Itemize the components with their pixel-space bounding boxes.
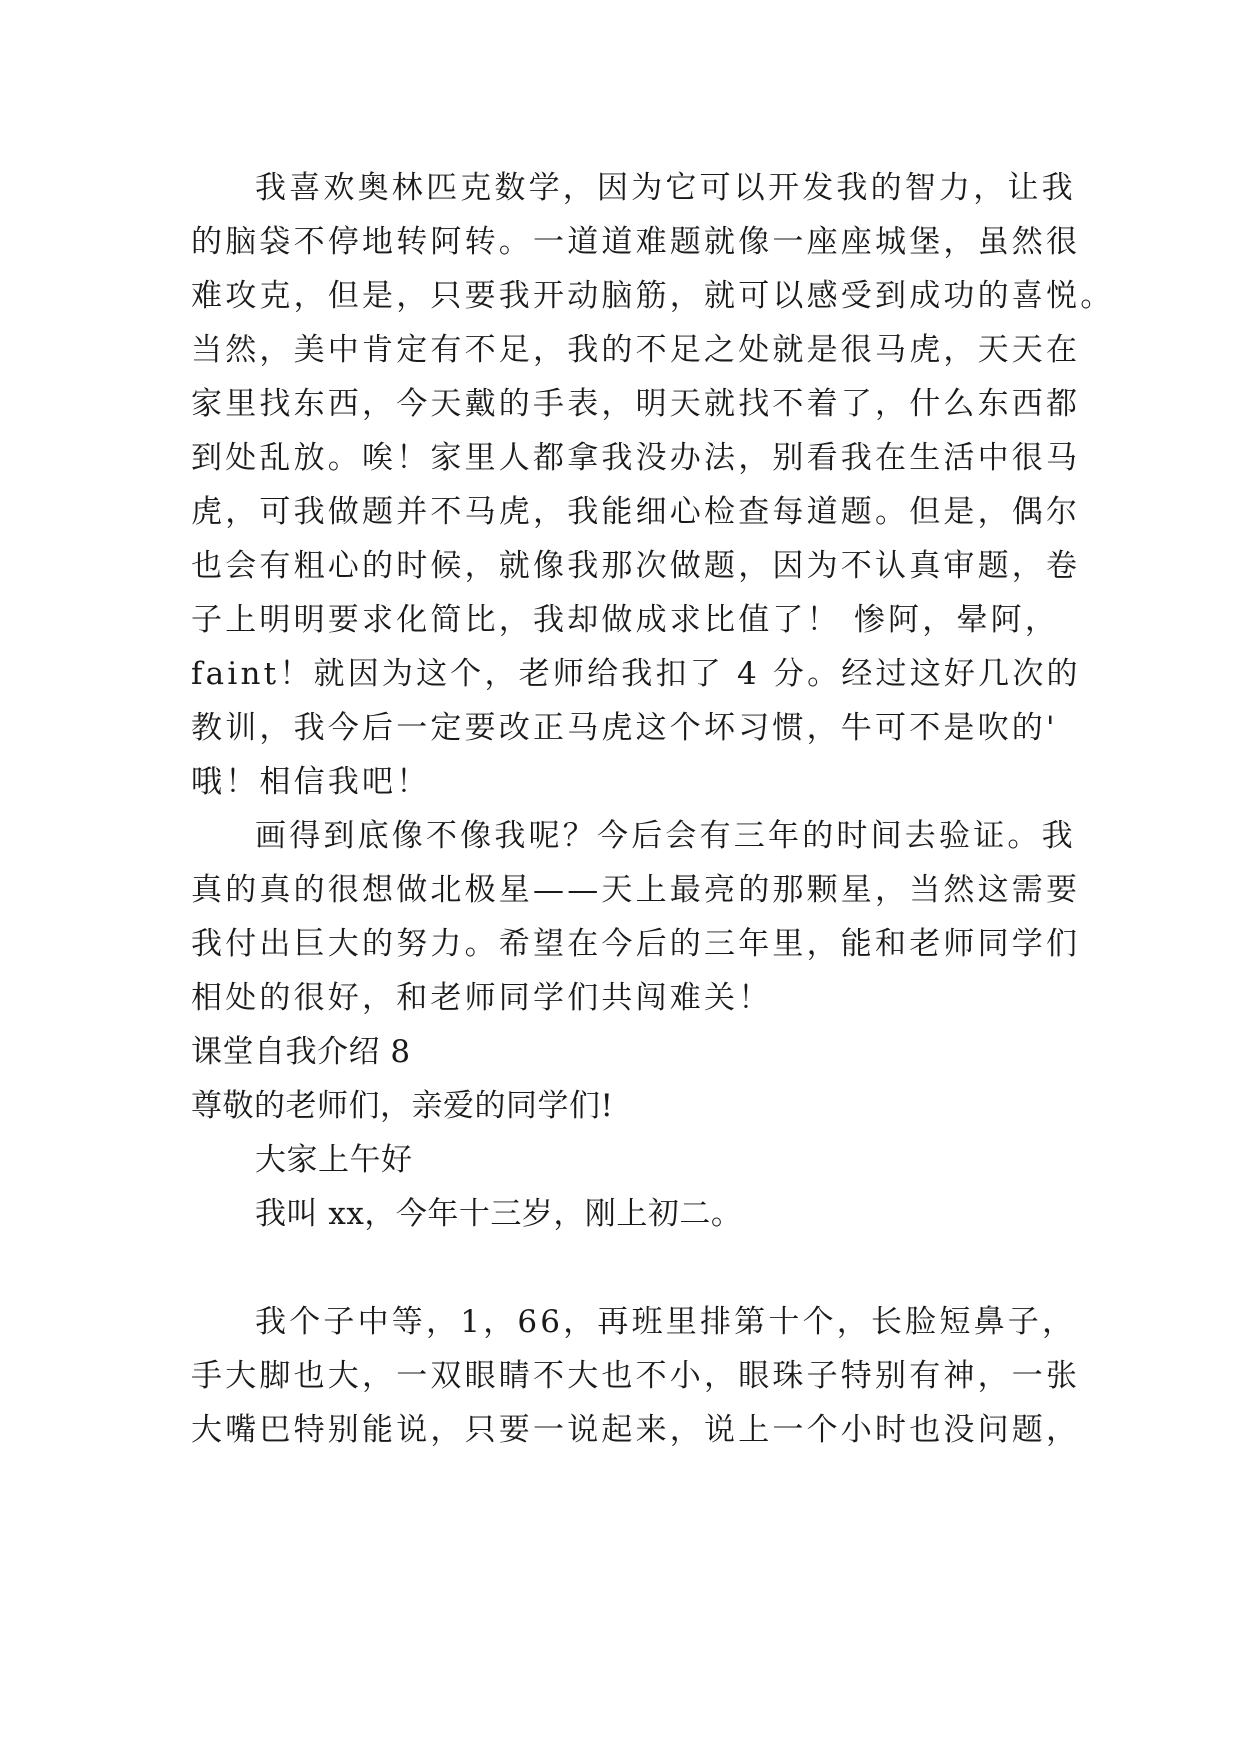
paragraph-line: 家里找东西，今天戴的手表，明天就找不着了，什么东西都	[191, 386, 1081, 422]
salutation: 尊敬的老师们，亲爱的同学们!	[191, 1088, 614, 1124]
paragraph-line: 的脑袋不停地转阿转。一道道难题就像一座座城堡，虽然很	[191, 224, 1081, 260]
greeting: 大家上午好	[255, 1142, 413, 1178]
paragraph-line: 虎，可我做题并不马虎，我能细心检查每道题。但是，偶尔	[191, 494, 1081, 530]
paragraph-line: 我个子中等，1，66，再班里排第十个，长脸短鼻子，	[255, 1304, 1077, 1340]
paragraph-line: 画得到底像不像我呢？今后会有三年的时间去验证。我	[255, 818, 1076, 854]
section-heading: 课堂自我介绍 8	[191, 1034, 411, 1070]
paragraph-line: 难攻克，但是，只要我开动脑筋，就可以感受到成功的喜悦。	[191, 278, 1115, 314]
paragraph-line: 子上明明要求化简比，我却做成求比值了！ 惨阿，晕阿，	[191, 602, 1060, 638]
paragraph-line: 也会有粗心的时候，就像我那次做题，因为不认真审题，卷	[191, 548, 1081, 584]
paragraph-line: faint！就因为这个，老师给我扣了 4 分。经过这好几次的	[191, 656, 1081, 692]
paragraph-line: 哦！相信我吧！	[191, 764, 431, 800]
paragraph-line: 相处的很好，和老师同学们共闯难关！	[191, 980, 773, 1016]
paragraph-line: 我喜欢奥林匹克数学，因为它可以开发我的智力，让我	[255, 170, 1076, 206]
paragraph-line: 手大脚也大，一双眼睛不大也不小，眼珠子特别有神，一张	[191, 1358, 1081, 1394]
paragraph-line: 真的真的很想做北极星——天上最亮的那颗星，当然这需要	[191, 872, 1081, 908]
intro-line: 我叫 xx，今年十三岁，刚上初二。	[255, 1196, 743, 1232]
paragraph-line: 教训，我今后一定要改正马虎这个坏习惯，牛可不是吹的'	[191, 710, 1058, 746]
paragraph-line: 到处乱放。唉！家里人都拿我没办法，别看我在生活中很马	[191, 440, 1081, 476]
paragraph-line: 大嘴巴特别能说，只要一说起来，说上一个小时也没问题，	[191, 1412, 1081, 1448]
paragraph-line: 当然，美中肯定有不足，我的不足之处就是很马虎，天天在	[191, 332, 1081, 368]
paragraph-line: 我付出巨大的努力。希望在今后的三年里，能和老师同学们	[191, 926, 1081, 962]
